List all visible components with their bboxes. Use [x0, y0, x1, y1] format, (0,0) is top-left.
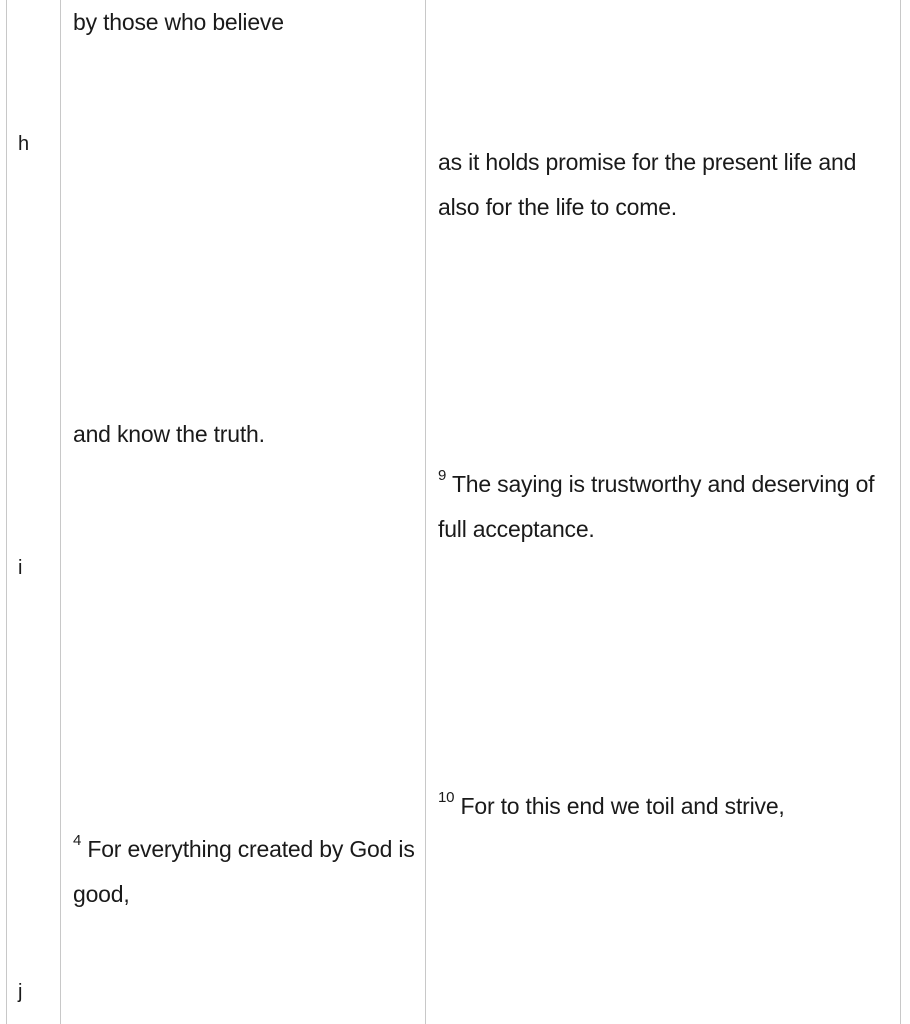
right-line-text: For to this end we toil and strive,: [460, 793, 785, 819]
table-border-right: [900, 0, 901, 1024]
left-cell-text-j: [73, 827, 418, 917]
left-cell-text-i: [73, 412, 265, 457]
verse-number: 9: [438, 467, 447, 485]
right-line-text: The saying is trustworthy and deserving of full acceptance.: [438, 471, 875, 542]
row-label-j: j: [18, 981, 23, 1003]
column-divider-label: [60, 0, 61, 1024]
verse-number: 4: [73, 832, 82, 850]
left-line-text: For everything created by God is good,: [73, 836, 415, 907]
row-label-i: i: [18, 557, 23, 579]
left-cell-text-h: [73, 0, 284, 45]
verse-number: 10: [438, 789, 455, 807]
left-line-text: and know the truth.: [73, 421, 265, 447]
right-cell-text-i: [438, 462, 888, 552]
right-cell-text-h: [438, 140, 888, 230]
table-border-left: [6, 0, 7, 1024]
row-label-h: h: [18, 133, 30, 155]
column-divider-middle: [425, 0, 426, 1024]
right-cell-text-j: [438, 784, 785, 829]
right-line-text: as it holds promise for the present life and also for the life to come.: [438, 149, 857, 220]
left-line-text: by those who believe: [73, 9, 284, 35]
